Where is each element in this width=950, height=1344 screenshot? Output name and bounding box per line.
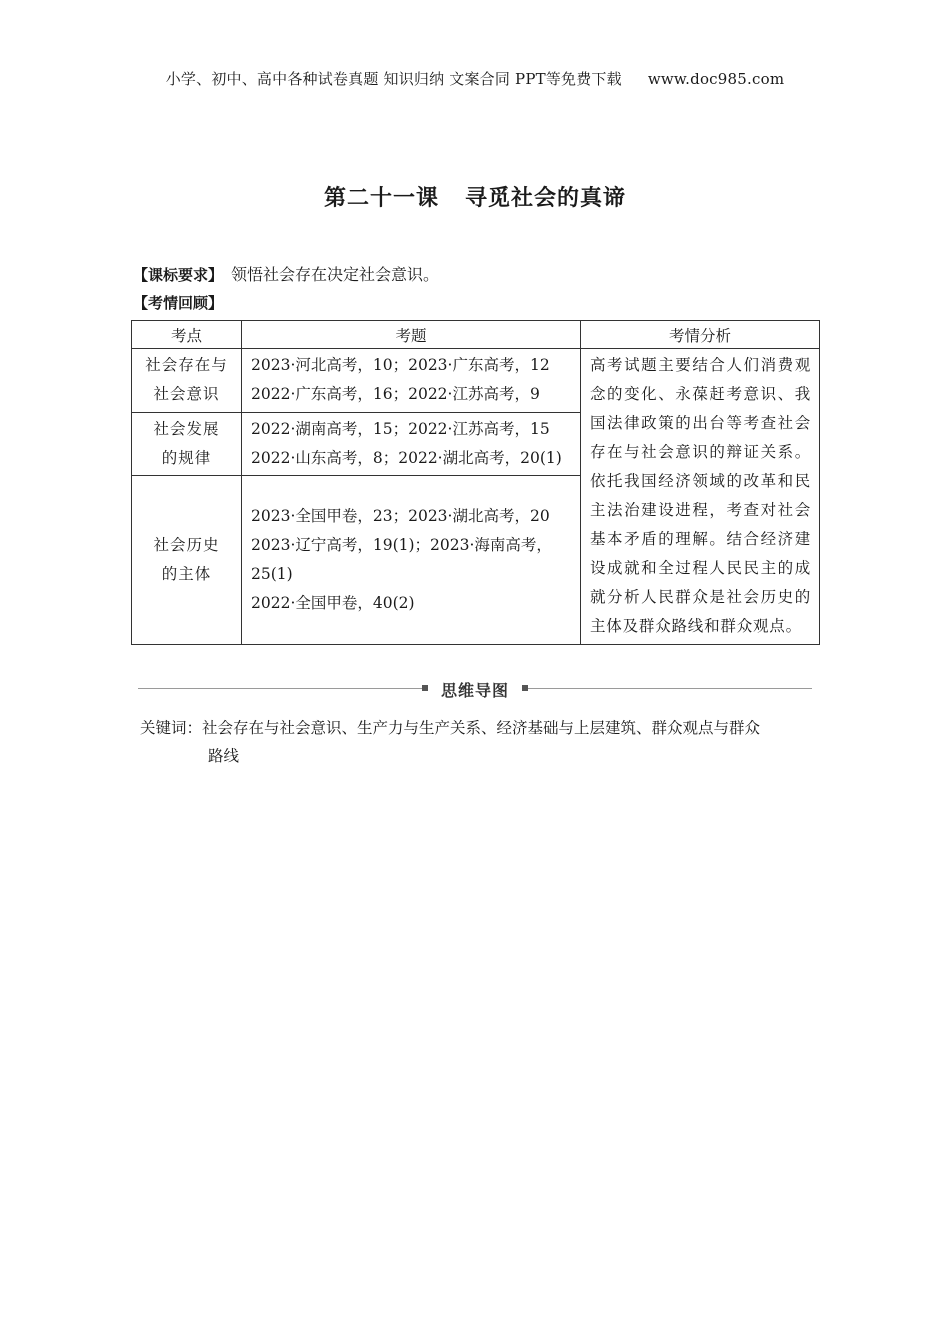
exam-point-line: 的主体 [161,565,212,584]
analysis-cell: 高考试题主要结合人们消费观念的变化、永葆赶考意识、我国法律政策的出台等考查社会存在与社会意识的辩证关系。依托我国经济领域的改革和民主法治建设进程，考查对社会基本矛盾的理解。结合经济建设成就和全过程人民民主的成就分析人民群众是社会历史的主体及群众路线和群众观点。 [581,349,820,645]
exam-item: 2022·湖南高考，15；2022·江苏高考，15 [251,420,550,439]
exam-point-line: 社会存在与 [145,356,228,375]
review-label: 【考情回顾】 [133,294,224,312]
exam-point-cell [132,349,242,413]
lesson-number: 第二十一课 [323,186,439,211]
keywords-label: 关键词： [140,719,203,737]
exam-item: 2022·山东高考，8；2022·湖北高考，20(1) [251,449,562,468]
exam-point-line: 社会发展 [153,420,220,439]
exam-review-heading [133,292,223,313]
mindmap-heading: 思维导图 [440,681,509,700]
exam-item: 2022·全国甲卷，40(2) [251,594,415,613]
mindmap-section-divider [138,678,812,700]
exam-point-line: 社会历史 [153,536,220,555]
header-url[interactable]: www.doc985.com [647,70,785,88]
lesson-name: 寻觅社会的真谛 [465,186,627,211]
exam-point-cell [132,476,242,645]
column-header-point: 考点 [132,321,242,349]
exam-list-cell [242,349,581,413]
exam-list-cell [242,412,581,476]
column-header-exams: 考题 [242,321,581,349]
exam-item: 2023·辽宁高考，19(1)；2023·海南高考，25(1) [251,536,552,584]
table-header-row [132,321,820,349]
exam-point-line: 的规律 [161,449,212,468]
exam-item: 2022·广东高考，16；2022·江苏高考，9 [251,385,540,404]
requirement-label: 【课标要求】 [133,266,224,284]
exam-list-cell [242,476,581,645]
lesson-title [0,181,950,212]
exam-item: 2023·全国甲卷，23；2023·湖北高考，20 [251,507,550,526]
exam-point-cell [132,412,242,476]
keywords-line-2: 路线 [208,747,240,765]
exam-point-line: 社会意识 [153,385,220,404]
keywords-block [140,714,816,770]
keywords-line-1: 社会存在与社会意识、生产力与生产关系、经济基础与上层建筑、群众观点与群众 [202,719,761,737]
page-header [0,68,950,89]
exam-review-table [131,320,820,645]
table-row [132,349,820,413]
divider-line-right [528,688,812,689]
curriculum-requirement [133,262,439,285]
header-text: 小学、初中、高中各种试卷真题 知识归纳 文案合同 PPT等免费下载 [165,70,622,88]
exam-item: 2023·河北高考，10；2023·广东高考，12 [251,356,550,375]
requirement-text: 领悟社会存在决定社会意识。 [231,265,440,284]
column-header-analysis: 考情分析 [581,321,820,349]
